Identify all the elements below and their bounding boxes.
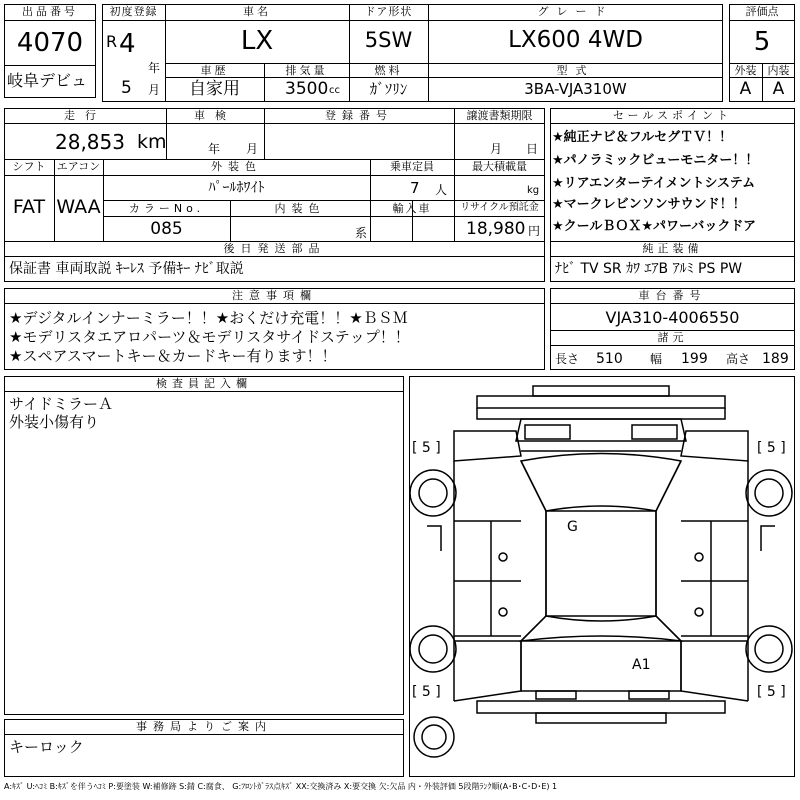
width: 199 xyxy=(681,351,708,367)
car-diagram-box xyxy=(409,376,795,777)
color-no-label: カラーNo. xyxy=(128,202,205,215)
height-label: 高さ xyxy=(726,352,751,366)
history: 自家用 xyxy=(189,79,240,99)
height: 189 xyxy=(762,351,789,367)
color-no: 085 xyxy=(150,219,183,239)
fuel-label: 燃料 xyxy=(374,64,403,77)
interior-color-label: 内装色 xyxy=(274,202,326,215)
recycle: 18,980 xyxy=(466,219,526,239)
tire-mark-front-left: [ 5 ] xyxy=(412,440,441,456)
venue: 岐阜デビュ xyxy=(7,71,88,90)
interior-grade: A xyxy=(772,79,785,99)
model: 3BA-VJA310W xyxy=(524,80,627,98)
max-load-label: 最大積載量 xyxy=(472,160,527,173)
mileage: 28,853 xyxy=(55,130,125,154)
registration-label: 登録番号 xyxy=(325,109,393,122)
exterior-label: 外装 xyxy=(734,64,757,77)
inspection-year-unit: 年 xyxy=(208,142,221,156)
capacity-unit: 人 xyxy=(435,183,448,197)
notes-line-1: ★デジタルインナーミラー！！★おくだけ充電！！★ＢＳＭ xyxy=(9,309,408,327)
era: R xyxy=(106,32,118,51)
first-reg-label: 初度登録 xyxy=(109,5,158,18)
sales-points-label: セールスポイント xyxy=(612,109,732,122)
genuine-equipment: ﾅﾋﾞ TV SR ｶﾜ ｴｱB ｱﾙﾐ PS PW xyxy=(555,261,743,277)
score: 5 xyxy=(753,27,771,57)
ac: WAA xyxy=(56,196,101,218)
mileage-unit: km xyxy=(137,131,167,153)
sales-point-2: ★パノラミックビューモニター！！ xyxy=(552,153,759,168)
later-parts: 保証書 車両取説 ｷｰﾚｽ 予備ｷｰ ﾅﾋﾞ取説 xyxy=(9,261,244,277)
genuine-equipment-label: 純正装備 xyxy=(642,242,703,255)
damage-mark-g: G xyxy=(567,519,578,535)
office-text: キーロック xyxy=(9,738,84,756)
score-label: 評価点 xyxy=(745,5,779,18)
transfer-month-unit: 月 xyxy=(490,142,503,156)
damage-mark-a1: A1 xyxy=(632,657,651,673)
tire-mark-front-right: [ 5 ] xyxy=(757,440,786,456)
recycle-unit: 円 xyxy=(528,224,541,238)
length: 510 xyxy=(596,351,623,367)
width-label: 幅 xyxy=(650,352,663,366)
shift-label: シフト xyxy=(12,160,46,173)
inspection-label: 車検 xyxy=(194,109,236,122)
tire-mark-rear-right: [ 5 ] xyxy=(757,684,786,700)
shift: FAT xyxy=(12,196,46,218)
color-label: 外装色 xyxy=(211,160,262,173)
sales-point-5: ★クールＢＯＸ★パワーバックドア xyxy=(552,219,757,234)
office-label: 事務局よりご案内 xyxy=(136,720,272,733)
displacement: 3500 xyxy=(285,79,329,99)
capacity-label: 乗車定員 xyxy=(390,160,434,173)
transfer-day-unit: 日 xyxy=(526,142,539,156)
sales-point-4: ★マークレビンソンサウンド！！ xyxy=(552,197,746,212)
color: ﾊﾟｰﾙﾎﾜｲﾄ xyxy=(208,180,265,196)
lot-number: 4070 xyxy=(16,28,84,58)
import-label: 輸入車 xyxy=(392,202,432,215)
notes-line-3: ★スペアスマートキー＆カードキー有ります！！ xyxy=(9,347,337,365)
first-reg-year: 4 xyxy=(119,29,136,59)
grade-label: グレード xyxy=(537,5,614,18)
mileage-label: 走行 xyxy=(64,109,106,122)
car-name: LX xyxy=(240,26,274,56)
displacement-label: 排気量 xyxy=(285,64,328,77)
fuel: ｶﾞｿﾘﾝ xyxy=(369,80,408,98)
inspection-month-unit: 月 xyxy=(246,142,259,156)
inspector-line-1: サイドミラーＡ xyxy=(9,395,113,413)
length-label: 長さ xyxy=(555,352,580,366)
later-parts-label: 後日発送部品 xyxy=(223,242,326,255)
history-label: 車歴 xyxy=(200,64,229,77)
ac-label: エアコン xyxy=(56,160,101,173)
sales-point-1: ★純正ナビ＆フルセグＴＶ！！ xyxy=(552,130,733,145)
exterior-grade: A xyxy=(739,79,752,99)
interior-color-unit: 系 xyxy=(355,226,368,240)
car-name-label: 車名 xyxy=(243,5,271,18)
dims-label: 諸元 xyxy=(657,331,688,344)
recycle-label: リサイクル預託金 xyxy=(460,202,539,213)
transfer-label: 譲渡書類期限 xyxy=(466,109,533,122)
notes-line-2: ★モデリスタエアロパーツ＆モデリスタサイドステップ！！ xyxy=(9,328,410,346)
chassis-label: 車台番号 xyxy=(638,289,707,302)
inspector-line-2: 外装小傷有り xyxy=(9,413,100,431)
max-load-unit: kg xyxy=(527,185,540,196)
notes-label: 注意事項欄 xyxy=(232,289,317,302)
door-label: ドア形状 xyxy=(364,5,413,18)
door: 5SW xyxy=(364,28,413,52)
tire-mark-rear-left: [ 5 ] xyxy=(412,684,441,700)
legend: A:ｷｽﾞ U:ﾍｺﾐ B:ｷｽﾞを伴うﾍｺﾐ P:要塗装 W:補修跡 S:錆 C:腐食、 G:ﾌﾛﾝﾄｶﾞﾗｽ点ｷｽﾞ XX:交換済み X:要交換 欠:欠品 内・外装評価 5段階ﾗﾝｸ順(A･B･C･D･E) 1 xyxy=(4,782,558,791)
interior-label: 内装 xyxy=(767,64,790,77)
month-unit: 月 xyxy=(148,83,161,97)
displacement-unit: cc xyxy=(329,85,340,96)
inspector-label: 検査員記入欄 xyxy=(156,377,252,390)
model-label: 型式 xyxy=(556,64,595,77)
chassis-number: VJA310-4006550 xyxy=(605,308,740,327)
car-diagram xyxy=(410,377,794,776)
capacity: 7 xyxy=(410,179,420,197)
lot-label: 出品番号 xyxy=(22,5,78,18)
sales-point-3: ★リアエンターテイメントシステム xyxy=(552,176,756,191)
first-reg-month: 5 xyxy=(121,78,132,98)
grade: LX600 4WD xyxy=(508,27,643,53)
year-unit: 年 xyxy=(148,61,161,75)
